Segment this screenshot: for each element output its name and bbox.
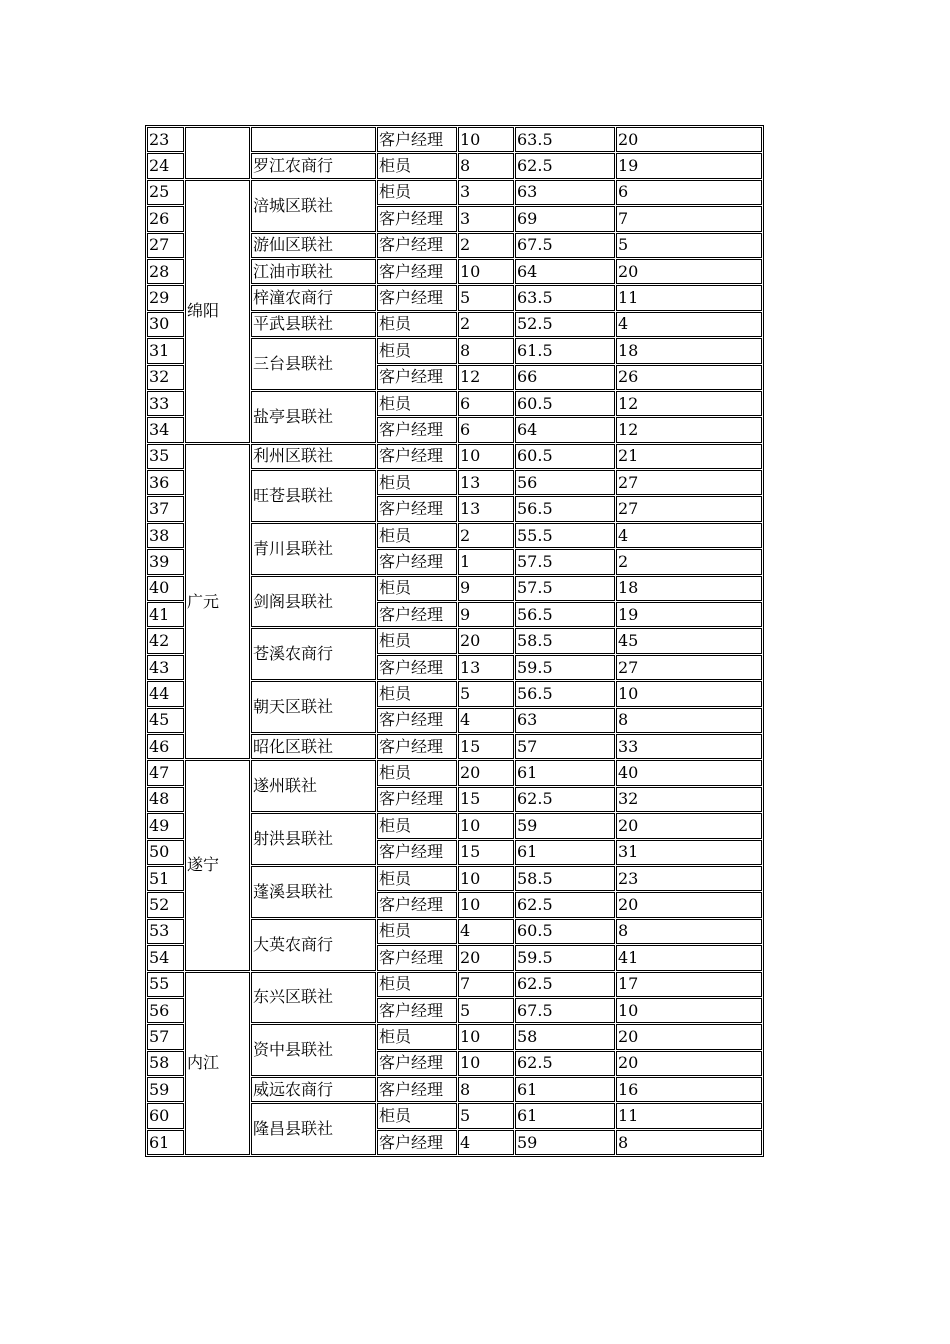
row-number-cell: 54: [147, 945, 184, 970]
total-cell: 26: [616, 365, 762, 390]
branch-cell: 蓬溪县联社: [251, 866, 376, 918]
count-cell: 2: [458, 312, 514, 337]
count-cell: 9: [458, 602, 514, 627]
count-cell: 10: [458, 813, 514, 838]
count-cell: 12: [458, 365, 514, 390]
position-cell: 客户经理: [377, 602, 457, 627]
count-cell: 15: [458, 787, 514, 812]
branch-cell: 涪城区联社: [251, 180, 376, 232]
score-cell: 56.5: [515, 496, 615, 521]
row-number-cell: 24: [147, 153, 184, 178]
position-cell: 柜员: [377, 153, 457, 178]
total-cell: 40: [616, 760, 762, 785]
row-number-cell: 59: [147, 1077, 184, 1102]
total-cell: 12: [616, 417, 762, 442]
row-number-cell: 47: [147, 760, 184, 785]
count-cell: 5: [458, 1103, 514, 1128]
position-cell: 客户经理: [377, 549, 457, 574]
score-cell: 55.5: [515, 523, 615, 548]
row-number-cell: 37: [147, 496, 184, 521]
score-cell: 57.5: [515, 576, 615, 601]
count-cell: 8: [458, 1077, 514, 1102]
score-cell: 67.5: [515, 233, 615, 258]
score-cell: 57: [515, 734, 615, 759]
score-cell: 64: [515, 417, 615, 442]
position-cell: 客户经理: [377, 127, 457, 152]
total-cell: 12: [616, 391, 762, 416]
count-cell: 10: [458, 892, 514, 917]
region-cell: 遂宁: [185, 760, 250, 970]
row-number-cell: 56: [147, 998, 184, 1023]
total-cell: 27: [616, 470, 762, 495]
position-cell: 客户经理: [377, 259, 457, 284]
position-cell: 柜员: [377, 628, 457, 653]
total-cell: 2: [616, 549, 762, 574]
count-cell: 7: [458, 972, 514, 997]
branch-cell: 威远农商行: [251, 1077, 376, 1102]
score-cell: 62.5: [515, 892, 615, 917]
score-cell: 61: [515, 1103, 615, 1128]
position-cell: 客户经理: [377, 285, 457, 310]
position-cell: 柜员: [377, 1103, 457, 1128]
branch-cell: 旺苍县联社: [251, 470, 376, 522]
row-number-cell: 57: [147, 1024, 184, 1049]
position-cell: 柜员: [377, 1024, 457, 1049]
score-cell: 66: [515, 365, 615, 390]
table-row: [147, 444, 762, 469]
count-cell: 4: [458, 708, 514, 733]
count-cell: 6: [458, 417, 514, 442]
branch-cell: 东兴区联社: [251, 972, 376, 1024]
count-cell: 13: [458, 470, 514, 495]
total-cell: 20: [616, 1051, 762, 1076]
score-cell: 69: [515, 206, 615, 231]
branch-cell: 射洪县联社: [251, 813, 376, 865]
count-cell: 15: [458, 840, 514, 865]
total-cell: 20: [616, 1024, 762, 1049]
score-cell: 57.5: [515, 549, 615, 574]
count-cell: 6: [458, 391, 514, 416]
branch-cell: 盐亭县联社: [251, 391, 376, 443]
total-cell: 11: [616, 285, 762, 310]
total-cell: 21: [616, 444, 762, 469]
position-cell: 客户经理: [377, 1130, 457, 1155]
branch-cell: 罗江农商行: [251, 153, 376, 178]
total-cell: 33: [616, 734, 762, 759]
region-cell: 广元: [185, 444, 250, 760]
recruitment-table: [145, 125, 764, 1157]
row-number-cell: 33: [147, 391, 184, 416]
count-cell: 13: [458, 655, 514, 680]
score-cell: 61.5: [515, 338, 615, 363]
score-cell: 62.5: [515, 1051, 615, 1076]
row-number-cell: 60: [147, 1103, 184, 1128]
position-cell: 柜员: [377, 576, 457, 601]
score-cell: 63: [515, 180, 615, 205]
position-cell: 客户经理: [377, 734, 457, 759]
count-cell: 3: [458, 180, 514, 205]
branch-cell: 利州区联社: [251, 444, 376, 469]
row-number-cell: 29: [147, 285, 184, 310]
score-cell: 63.5: [515, 285, 615, 310]
branch-cell: [251, 127, 376, 152]
branch-cell: 资中县联社: [251, 1024, 376, 1076]
position-cell: 柜员: [377, 312, 457, 337]
score-cell: 67.5: [515, 998, 615, 1023]
total-cell: 16: [616, 1077, 762, 1102]
total-cell: 7: [616, 206, 762, 231]
score-cell: 58.5: [515, 628, 615, 653]
branch-cell: 江油市联社: [251, 259, 376, 284]
branch-cell: 梓潼农商行: [251, 285, 376, 310]
row-number-cell: 39: [147, 549, 184, 574]
row-number-cell: 23: [147, 127, 184, 152]
branch-cell: 苍溪农商行: [251, 628, 376, 680]
total-cell: 45: [616, 628, 762, 653]
total-cell: 8: [616, 919, 762, 944]
score-cell: 59.5: [515, 945, 615, 970]
count-cell: 20: [458, 628, 514, 653]
branch-cell: 昭化区联社: [251, 734, 376, 759]
row-number-cell: 28: [147, 259, 184, 284]
score-cell: 60.5: [515, 391, 615, 416]
score-cell: 62.5: [515, 787, 615, 812]
score-cell: 61: [515, 840, 615, 865]
branch-cell: 平武县联社: [251, 312, 376, 337]
total-cell: 5: [616, 233, 762, 258]
branch-cell: 隆昌县联社: [251, 1103, 376, 1155]
row-number-cell: 58: [147, 1051, 184, 1076]
total-cell: 19: [616, 602, 762, 627]
count-cell: 8: [458, 338, 514, 363]
score-cell: 60.5: [515, 444, 615, 469]
score-cell: 56.5: [515, 681, 615, 706]
position-cell: 柜员: [377, 523, 457, 548]
table-row: [147, 180, 762, 205]
score-cell: 61: [515, 1077, 615, 1102]
position-cell: 客户经理: [377, 787, 457, 812]
branch-cell: 遂州联社: [251, 760, 376, 812]
table-row: [147, 127, 762, 152]
row-number-cell: 25: [147, 180, 184, 205]
row-number-cell: 32: [147, 365, 184, 390]
position-cell: 客户经理: [377, 840, 457, 865]
score-cell: 63: [515, 708, 615, 733]
row-number-cell: 42: [147, 628, 184, 653]
total-cell: 18: [616, 338, 762, 363]
count-cell: 13: [458, 496, 514, 521]
position-cell: 客户经理: [377, 233, 457, 258]
position-cell: 客户经理: [377, 945, 457, 970]
row-number-cell: 30: [147, 312, 184, 337]
table-body: [147, 127, 762, 1155]
total-cell: 4: [616, 523, 762, 548]
count-cell: 10: [458, 866, 514, 891]
count-cell: 10: [458, 444, 514, 469]
score-cell: 58: [515, 1024, 615, 1049]
total-cell: 4: [616, 312, 762, 337]
total-cell: 31: [616, 840, 762, 865]
region-cell: 内江: [185, 972, 250, 1156]
total-cell: 32: [616, 787, 762, 812]
score-cell: 52.5: [515, 312, 615, 337]
total-cell: 8: [616, 1130, 762, 1155]
row-number-cell: 49: [147, 813, 184, 838]
count-cell: 10: [458, 259, 514, 284]
count-cell: 2: [458, 523, 514, 548]
table-row: [147, 760, 762, 785]
count-cell: 8: [458, 153, 514, 178]
position-cell: 客户经理: [377, 444, 457, 469]
score-cell: 60.5: [515, 919, 615, 944]
position-cell: 柜员: [377, 180, 457, 205]
row-number-cell: 48: [147, 787, 184, 812]
total-cell: 27: [616, 655, 762, 680]
count-cell: 9: [458, 576, 514, 601]
position-cell: 客户经理: [377, 496, 457, 521]
position-cell: 客户经理: [377, 206, 457, 231]
total-cell: 20: [616, 813, 762, 838]
position-cell: 客户经理: [377, 1051, 457, 1076]
table-row: [147, 972, 762, 997]
branch-cell: 大英农商行: [251, 919, 376, 971]
count-cell: 10: [458, 127, 514, 152]
count-cell: 3: [458, 206, 514, 231]
row-number-cell: 43: [147, 655, 184, 680]
position-cell: 柜员: [377, 813, 457, 838]
row-number-cell: 45: [147, 708, 184, 733]
position-cell: 客户经理: [377, 998, 457, 1023]
score-cell: 62.5: [515, 972, 615, 997]
branch-cell: 青川县联社: [251, 523, 376, 575]
count-cell: 10: [458, 1051, 514, 1076]
row-number-cell: 41: [147, 602, 184, 627]
total-cell: 19: [616, 153, 762, 178]
total-cell: 10: [616, 998, 762, 1023]
position-cell: 柜员: [377, 972, 457, 997]
total-cell: 18: [616, 576, 762, 601]
branch-cell: 三台县联社: [251, 338, 376, 390]
total-cell: 11: [616, 1103, 762, 1128]
row-number-cell: 40: [147, 576, 184, 601]
row-number-cell: 55: [147, 972, 184, 997]
score-cell: 62.5: [515, 153, 615, 178]
score-cell: 59.5: [515, 655, 615, 680]
score-cell: 56.5: [515, 602, 615, 627]
count-cell: 5: [458, 998, 514, 1023]
total-cell: 8: [616, 708, 762, 733]
total-cell: 27: [616, 496, 762, 521]
total-cell: 20: [616, 892, 762, 917]
branch-cell: 朝天区联社: [251, 681, 376, 733]
total-cell: 20: [616, 127, 762, 152]
row-number-cell: 46: [147, 734, 184, 759]
count-cell: 20: [458, 760, 514, 785]
position-cell: 柜员: [377, 919, 457, 944]
position-cell: 客户经理: [377, 655, 457, 680]
row-number-cell: 34: [147, 417, 184, 442]
count-cell: 1: [458, 549, 514, 574]
row-number-cell: 44: [147, 681, 184, 706]
row-number-cell: 51: [147, 866, 184, 891]
total-cell: 23: [616, 866, 762, 891]
count-cell: 5: [458, 285, 514, 310]
score-cell: 59: [515, 1130, 615, 1155]
position-cell: 柜员: [377, 866, 457, 891]
score-cell: 58.5: [515, 866, 615, 891]
branch-cell: 游仙区联社: [251, 233, 376, 258]
row-number-cell: 38: [147, 523, 184, 548]
count-cell: 20: [458, 945, 514, 970]
branch-cell: 剑阁县联社: [251, 576, 376, 628]
position-cell: 柜员: [377, 681, 457, 706]
region-cell: [185, 127, 250, 179]
row-number-cell: 27: [147, 233, 184, 258]
position-cell: 客户经理: [377, 365, 457, 390]
total-cell: 6: [616, 180, 762, 205]
position-cell: 客户经理: [377, 1077, 457, 1102]
count-cell: 5: [458, 681, 514, 706]
count-cell: 15: [458, 734, 514, 759]
position-cell: 柜员: [377, 760, 457, 785]
score-cell: 63.5: [515, 127, 615, 152]
score-cell: 59: [515, 813, 615, 838]
total-cell: 10: [616, 681, 762, 706]
position-cell: 柜员: [377, 338, 457, 363]
total-cell: 20: [616, 259, 762, 284]
row-number-cell: 31: [147, 338, 184, 363]
row-number-cell: 35: [147, 444, 184, 469]
score-cell: 61: [515, 760, 615, 785]
position-cell: 柜员: [377, 391, 457, 416]
position-cell: 柜员: [377, 470, 457, 495]
row-number-cell: 52: [147, 892, 184, 917]
count-cell: 4: [458, 919, 514, 944]
score-cell: 64: [515, 259, 615, 284]
region-cell: 绵阳: [185, 180, 250, 443]
total-cell: 17: [616, 972, 762, 997]
position-cell: 客户经理: [377, 892, 457, 917]
count-cell: 10: [458, 1024, 514, 1049]
count-cell: 2: [458, 233, 514, 258]
position-cell: 客户经理: [377, 708, 457, 733]
row-number-cell: 36: [147, 470, 184, 495]
row-number-cell: 53: [147, 919, 184, 944]
total-cell: 41: [616, 945, 762, 970]
row-number-cell: 50: [147, 840, 184, 865]
score-cell: 56: [515, 470, 615, 495]
count-cell: 4: [458, 1130, 514, 1155]
position-cell: 客户经理: [377, 417, 457, 442]
row-number-cell: 61: [147, 1130, 184, 1155]
row-number-cell: 26: [147, 206, 184, 231]
